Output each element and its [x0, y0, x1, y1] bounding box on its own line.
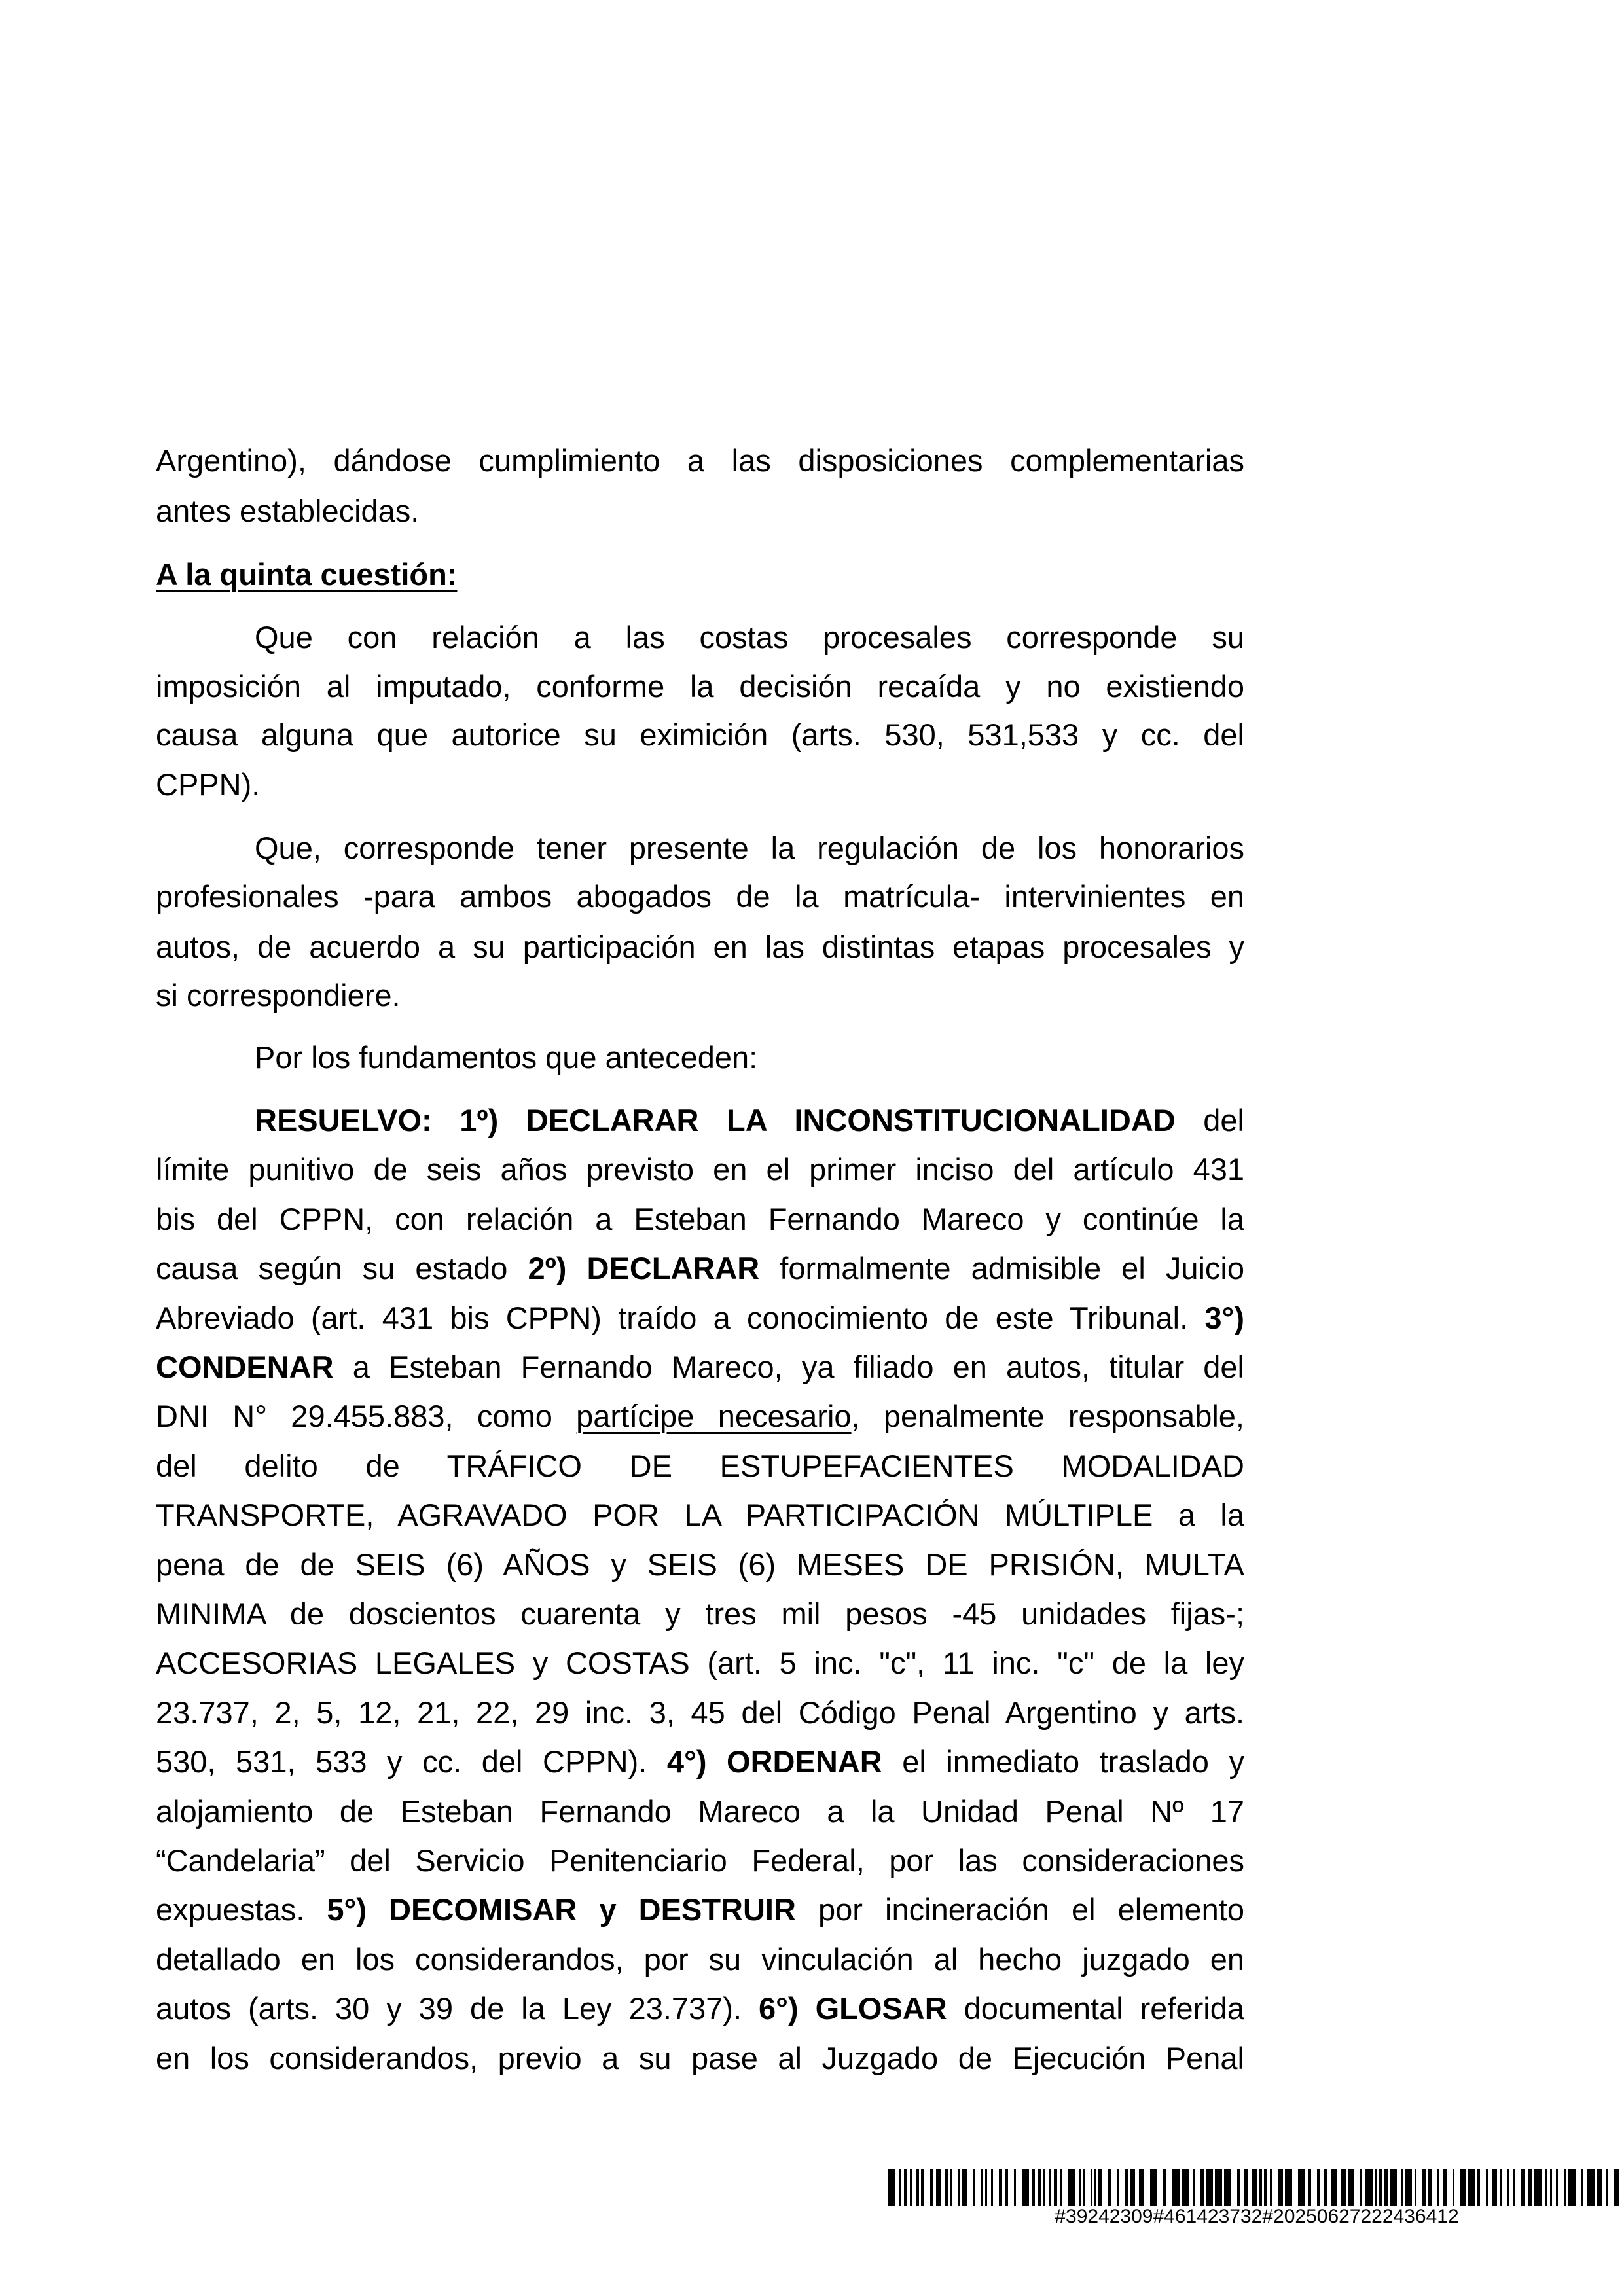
text-segment: profesionales -para ambos abogados de la matrícula- intervinientes en [156, 879, 1244, 914]
barcode-bar [1614, 2169, 1619, 2206]
barcode-bar [981, 2169, 983, 2206]
text-segment: límite punitivo de seis años previsto en el primer inciso del artículo 431 [156, 1152, 1244, 1187]
text-line [156, 976, 1244, 1015]
barcode-bar [1384, 2169, 1388, 2206]
barcode-bar [1521, 2169, 1525, 2206]
barcode-bar [1032, 2169, 1035, 2206]
barcode-bar [1060, 2169, 1062, 2206]
barcode-bar [1098, 2169, 1102, 2206]
barcode-bar [1308, 2169, 1311, 2206]
text-segment: ACCESORIAS LEGALES y COSTAS (art. 5 inc. "c", 11 inc. "c" de la ley [156, 1645, 1244, 1680]
barcode-bar [904, 2169, 907, 2206]
text-segment: Argentino), dándose cumplimiento a las disposiciones complementarias [156, 443, 1244, 478]
barcode-bar [950, 2169, 952, 2206]
barcode-bar [1477, 2169, 1480, 2206]
barcode-bar [1285, 2169, 1292, 2206]
text-segment: autos (arts. 30 y 39 de la Ley 23.737). [156, 1991, 759, 2026]
barcode-bar [1264, 2169, 1267, 2206]
text-line [156, 1545, 1244, 1585]
barcode-bar [1237, 2169, 1240, 2206]
barcode-bar [899, 2169, 901, 2206]
barcode-bar [1597, 2169, 1602, 2206]
barcode-bar [1054, 2169, 1057, 2206]
barcode-bar [1259, 2169, 1262, 2206]
text-segment: causa alguna que autorice su eximición (arts. 530, 531,533 y cc. del [156, 717, 1244, 752]
barcode-bar [1528, 2169, 1532, 2206]
barcode-bar [1331, 2169, 1337, 2206]
barcode-bar [1215, 2169, 1222, 2206]
barcode-bar [1513, 2169, 1515, 2206]
barcode-bar [1564, 2169, 1566, 2206]
text-line [156, 1101, 1244, 1140]
text-segment: del delito de TRÁFICO DE ESTUPEFACIENTES MODALIDAD [156, 1448, 1244, 1483]
text-segment: en los considerandos, previo a su pase al Juzgado de Ejecución Penal [156, 2041, 1244, 2075]
barcode-bar [1172, 2169, 1180, 2206]
barcode-bar [1094, 2169, 1096, 2206]
barcode-bar [1193, 2169, 1195, 2206]
text-segment: Por los fundamentos que anteceden: [255, 1040, 758, 1075]
text-segment: el inmediato traslado y [882, 1744, 1244, 1779]
barcode-bar [1049, 2169, 1051, 2206]
barcode-bar [910, 2169, 912, 2206]
barcode-bar [1150, 2169, 1157, 2206]
underlined-text: partícipe necesario [576, 1399, 852, 1433]
text-segment: pena de de SEIS (6) AÑOS y SEIS (6) MESES DE PRISIÓN, MULTA [156, 1547, 1244, 1582]
bold-text: CONDENAR [156, 1350, 334, 1384]
text-segment: TRANSPORTE, AGRAVADO POR LA PARTICIPACIÓN MÚLTIPLE a la [156, 1498, 1244, 1532]
text-segment: expuestas. [156, 1892, 327, 1927]
text-line [156, 1989, 1244, 2028]
text-segment: DNI N° 29.455.883, como [156, 1399, 577, 1433]
barcode-bar [916, 2169, 919, 2206]
barcode-bar [1568, 2169, 1576, 2206]
barcode-bar [1091, 2169, 1092, 2206]
barcode-bar [1117, 2169, 1119, 2206]
barcode-bar [1507, 2169, 1509, 2206]
text-segment: 23.737, 2, 5, 12, 21, 22, 29 inc. 3, 45 del Código Penal Argentino y arts. [156, 1695, 1244, 1730]
bold-text: 4°) ORDENAR [666, 1744, 882, 1779]
barcode-bar [1068, 2169, 1075, 2206]
barcode-bar [1083, 2169, 1085, 2206]
barcode-bar [1460, 2169, 1466, 2206]
barcode-bar [1550, 2169, 1552, 2206]
text-segment: autos, de acuerdo a su participación en las distintas etapas procesales y [156, 929, 1244, 964]
barcode-bar [921, 2169, 924, 2206]
barcode-bar [1379, 2169, 1382, 2206]
barcode-bar [1200, 2169, 1204, 2206]
text-line [156, 2039, 1244, 2078]
barcode-bar [985, 2169, 987, 2206]
text-line [156, 1890, 1244, 1929]
barcode-bar [1005, 2169, 1008, 2206]
text-line [156, 1200, 1244, 1239]
text-line [156, 715, 1244, 755]
barcode-bar [1428, 2169, 1432, 2206]
text-line [156, 492, 1244, 531]
barcode-bar [1534, 2169, 1542, 2206]
barcode-bar [936, 2169, 941, 2206]
text-segment: , penalmente responsable, [851, 1399, 1244, 1433]
barcode-bar [1038, 2169, 1041, 2206]
barcode-bar [1317, 2169, 1320, 2206]
barcode-bar [1587, 2169, 1595, 2206]
text-segment: Abreviado (art. 431 bis CPPN) traído a conocimiento de este Tribunal. [156, 1300, 1205, 1335]
text-segment: CPPN). [156, 767, 261, 802]
barcode-bar [1252, 2169, 1257, 2206]
bold-text: A la quinta cuestión: [156, 557, 458, 592]
barcode-bar [1182, 2169, 1189, 2206]
bold-text: 2º) DECLARAR [528, 1251, 760, 1285]
barcode-bar [1556, 2169, 1558, 2206]
text-line [156, 1940, 1244, 1979]
text-line [156, 1299, 1244, 1338]
text-line [156, 829, 1244, 868]
text-segment: MINIMA de doscientos cuarenta y tres mil pesos -45 unidades fijas-; [156, 1596, 1244, 1631]
text-segment: del [1175, 1103, 1245, 1138]
text-segment: imposición al imputado, conforme la decisión recaída y no existiendo [156, 669, 1244, 704]
text-line [156, 1496, 1244, 1535]
barcode-bar [1022, 2169, 1029, 2206]
text-line [156, 765, 1244, 804]
barcode-bar [1415, 2169, 1416, 2206]
barcode-bar [1341, 2169, 1346, 2206]
barcode-bar [991, 2169, 993, 2206]
text-line [156, 1348, 1244, 1387]
text-segment: detallado en los considerandos, por su vinculación al hecho juzgado en [156, 1942, 1244, 1977]
text-line [156, 927, 1244, 967]
barcode-bar [958, 2169, 960, 2206]
bold-text: RESUELVO: 1º) DECLARAR LA INCONSTITUCIONALIDAD [255, 1103, 1176, 1138]
text-line [156, 1249, 1244, 1288]
text-line [156, 1446, 1244, 1486]
barcode-bar [1125, 2169, 1128, 2206]
barcode-bar [1422, 2169, 1426, 2206]
section-heading [156, 555, 1244, 594]
barcode-bar [973, 2169, 975, 2206]
text-segment: 530, 531, 533 y cc. del CPPN). [156, 1744, 667, 1779]
text-line [156, 1038, 1244, 1077]
text-segment: antes establecidas. [156, 493, 420, 528]
barcode-bar [1079, 2169, 1081, 2206]
text-line [156, 618, 1244, 657]
barcode-bar [999, 2169, 1002, 2206]
barcode-bar [1130, 2169, 1135, 2206]
barcode-bar [1492, 2169, 1497, 2206]
text-segment: a Esteban Fernando Mareco, ya filiado en autos, titular del [333, 1350, 1244, 1384]
barcode-bar [1206, 2169, 1213, 2206]
barcode-bar [1581, 2169, 1583, 2206]
barcode-bar [1443, 2169, 1447, 2206]
text-segment: Que con relación a las costas procesales corresponde su [255, 620, 1244, 655]
barcode-bar [1486, 2169, 1488, 2206]
barcode-bar [1224, 2169, 1231, 2206]
text-segment: si correspondiere. [156, 978, 401, 1013]
barcode-bar [1043, 2169, 1045, 2206]
barcode-bar [1500, 2169, 1502, 2206]
barcode-bar [1453, 2169, 1454, 2206]
barcode-bar [1360, 2169, 1362, 2206]
barcode-bar [1270, 2169, 1272, 2206]
text-segment: por incineración el elemento [795, 1892, 1244, 1927]
barcode-bar [945, 2169, 948, 2206]
text-segment: bis del CPPN, con relación a Esteban Fernando Mareco y continúe la [156, 1202, 1244, 1236]
barcode-bar [930, 2169, 933, 2206]
barcode-bar [1468, 2169, 1475, 2206]
barcode-bar [1298, 2169, 1305, 2206]
barcode-bar [1606, 2169, 1608, 2206]
text-segment: documental referida [947, 1991, 1245, 2026]
bold-text: 5°) DECOMISAR y DESTRUIR [327, 1892, 796, 1927]
text-line [156, 1792, 1244, 1831]
barcode-bar [1278, 2169, 1283, 2206]
text-line [156, 1693, 1244, 1732]
barcode-bar [1365, 2169, 1373, 2206]
text-segment: Que, corresponde tener presente la regulación de los honorarios [255, 831, 1244, 865]
barcode-bar [1401, 2169, 1403, 2206]
barcode-text: #39242309#461423732#20250627222436412 [1055, 2206, 1459, 2227]
barcode [888, 2169, 1620, 2206]
barcode-bar [1139, 2169, 1144, 2206]
barcode-bar [1244, 2169, 1248, 2206]
text-segment: formalmente admisible el Juicio [759, 1251, 1244, 1285]
text-line [156, 1841, 1244, 1880]
barcode-bar [1324, 2169, 1327, 2206]
barcode-bar [1163, 2169, 1166, 2206]
text-line [156, 667, 1244, 706]
text-line [156, 1150, 1244, 1189]
text-segment: causa según su estado [156, 1251, 528, 1285]
text-segment: “Candelaria” del Servicio Penitenciario Federal, por las consideraciones [156, 1843, 1244, 1878]
barcode-bar [888, 2169, 895, 2206]
barcode-bar [1437, 2169, 1439, 2206]
barcode-bar [962, 2169, 967, 2206]
barcode-bar [1348, 2169, 1354, 2206]
barcode-bar [1108, 2169, 1111, 2206]
text-line [156, 1397, 1244, 1436]
barcode-bar [1545, 2169, 1547, 2206]
text-line [156, 1742, 1244, 1782]
barcode-bar [1390, 2169, 1397, 2206]
barcode-bar [1014, 2169, 1016, 2206]
text-line [156, 1643, 1244, 1683]
text-line [156, 441, 1244, 480]
text-line [156, 877, 1244, 916]
text-line [156, 1594, 1244, 1634]
bold-text: 6°) GLOSAR [759, 1991, 947, 2026]
barcode-bar [1405, 2169, 1412, 2206]
text-segment: alojamiento de Esteban Fernando Mareco a la Unidad Penal Nº 17 [156, 1794, 1244, 1829]
bold-text: 3°) [1204, 1300, 1244, 1335]
barcode-bar [1375, 2169, 1377, 2206]
